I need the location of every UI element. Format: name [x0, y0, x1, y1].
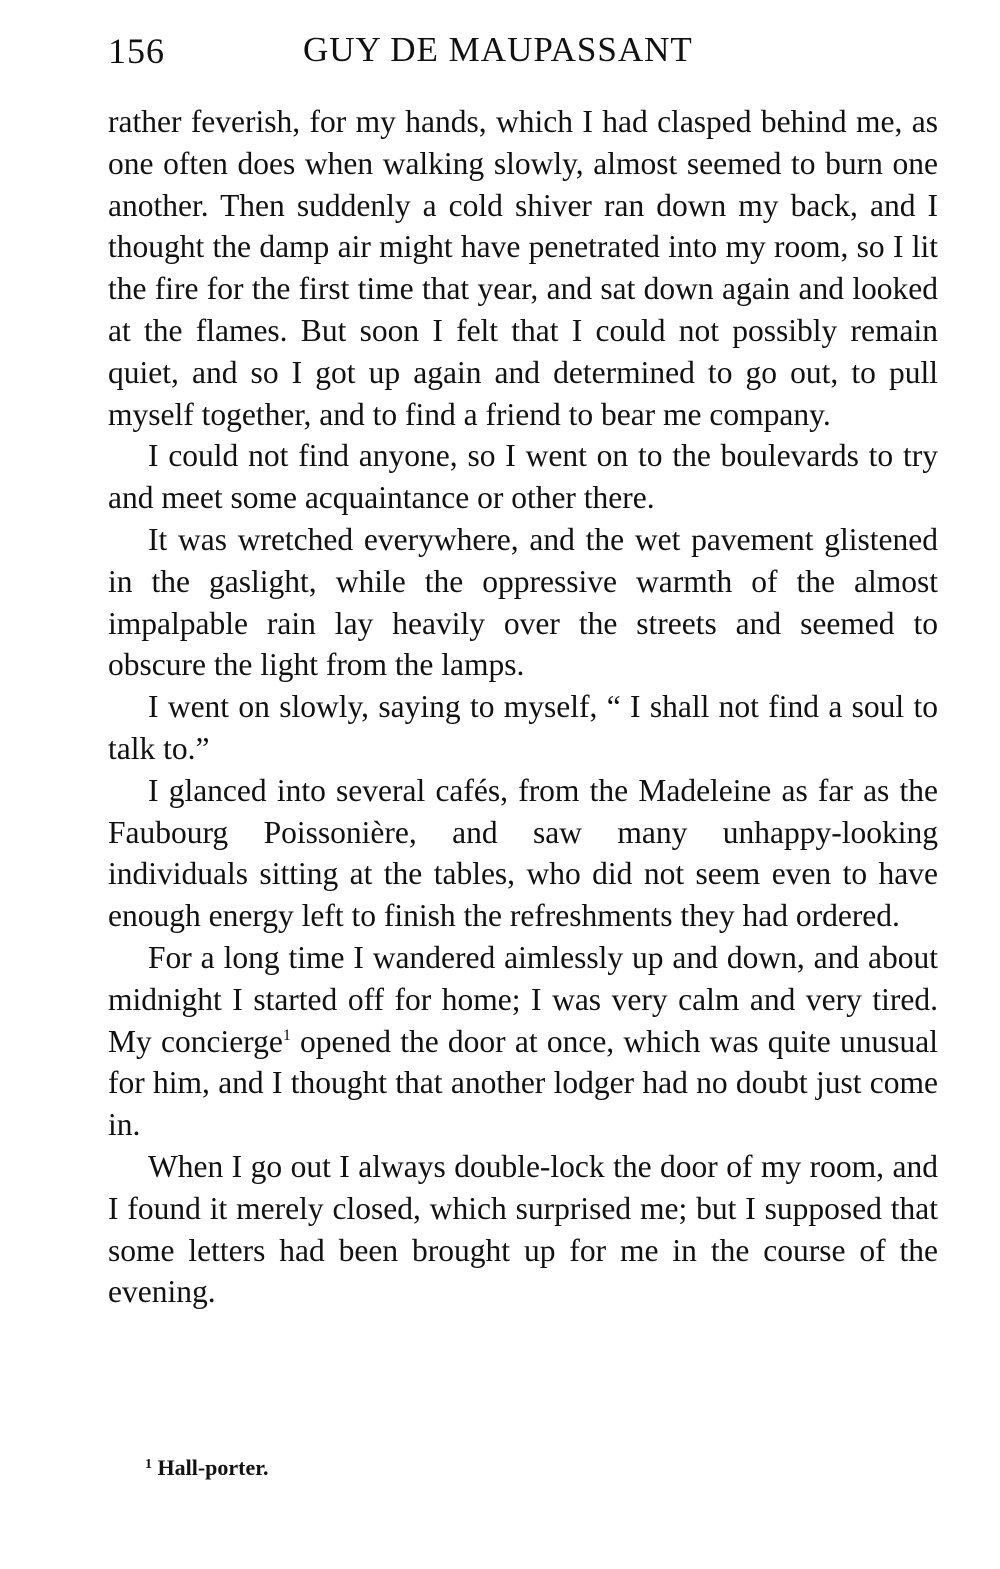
running-head: GUY DE MAUPASSANT: [303, 30, 693, 69]
footnote: [145, 1455, 269, 1481]
body-text: [108, 101, 938, 1313]
paragraph: I could not find anyone, so I went on to the boulevards to try and meet some acquaintance or other there.: [108, 438, 938, 516]
page-header: [108, 30, 938, 80]
paragraph-with-note: [108, 937, 938, 1146]
paragraph: It was wretched everywhere, and the wet pavement glistened in the gaslight, while the oppressive warmth of the almost impalpable rain lay heavily over the streets and seemed to obscure the light from the lamps.: [108, 521, 938, 683]
paragraph: When I go out I always double-lock the door of my room, and I found it merely closed, which surprised me; but I supposed that some letters had been brought up for me in the course of the evening.: [108, 1148, 938, 1310]
page-number: 156: [108, 31, 165, 71]
paragraph: I went on slowly, saying to myself, “ I shall not find a soul to talk to.”: [108, 689, 938, 766]
footnote-mark: 1: [145, 1457, 152, 1472]
paragraph: rather feverish, for my hands, which I had clasped behind me, as one often does when walking slowly, almost seemed to burn one another. Then suddenly a cold shiver ran down my back, and I thought the damp air might have penetrated into my room, so I lit the fire for the first time that year, and sat down again and looked at the flames. But soon I felt that I could not possibly remain quiet, and so I got up again and determined to go out, to pull myself together, and to find a friend to bear me company.: [108, 104, 938, 432]
footnote-reference: 1: [282, 1026, 291, 1044]
paragraph-text-before-note: For a long time I wandered aimlessly up and down, and about midnight I started off for home; I was very calm and very tired. My concierge: [108, 939, 938, 1059]
paragraph-text-after-note: opened the door at once, which was quite unusual for him, and I thought that another lodger had no doubt just come in.: [108, 1023, 938, 1143]
paragraph: I glanced into several cafés, from the Madeleine as far as the Faubourg Poissonière, and saw many unhappy-looking individuals sitting at the tables, who did not seem even to have enough energy left to finish the refreshments they had ordered.: [108, 772, 938, 934]
footnote-text: Hall-porter.: [152, 1455, 269, 1480]
